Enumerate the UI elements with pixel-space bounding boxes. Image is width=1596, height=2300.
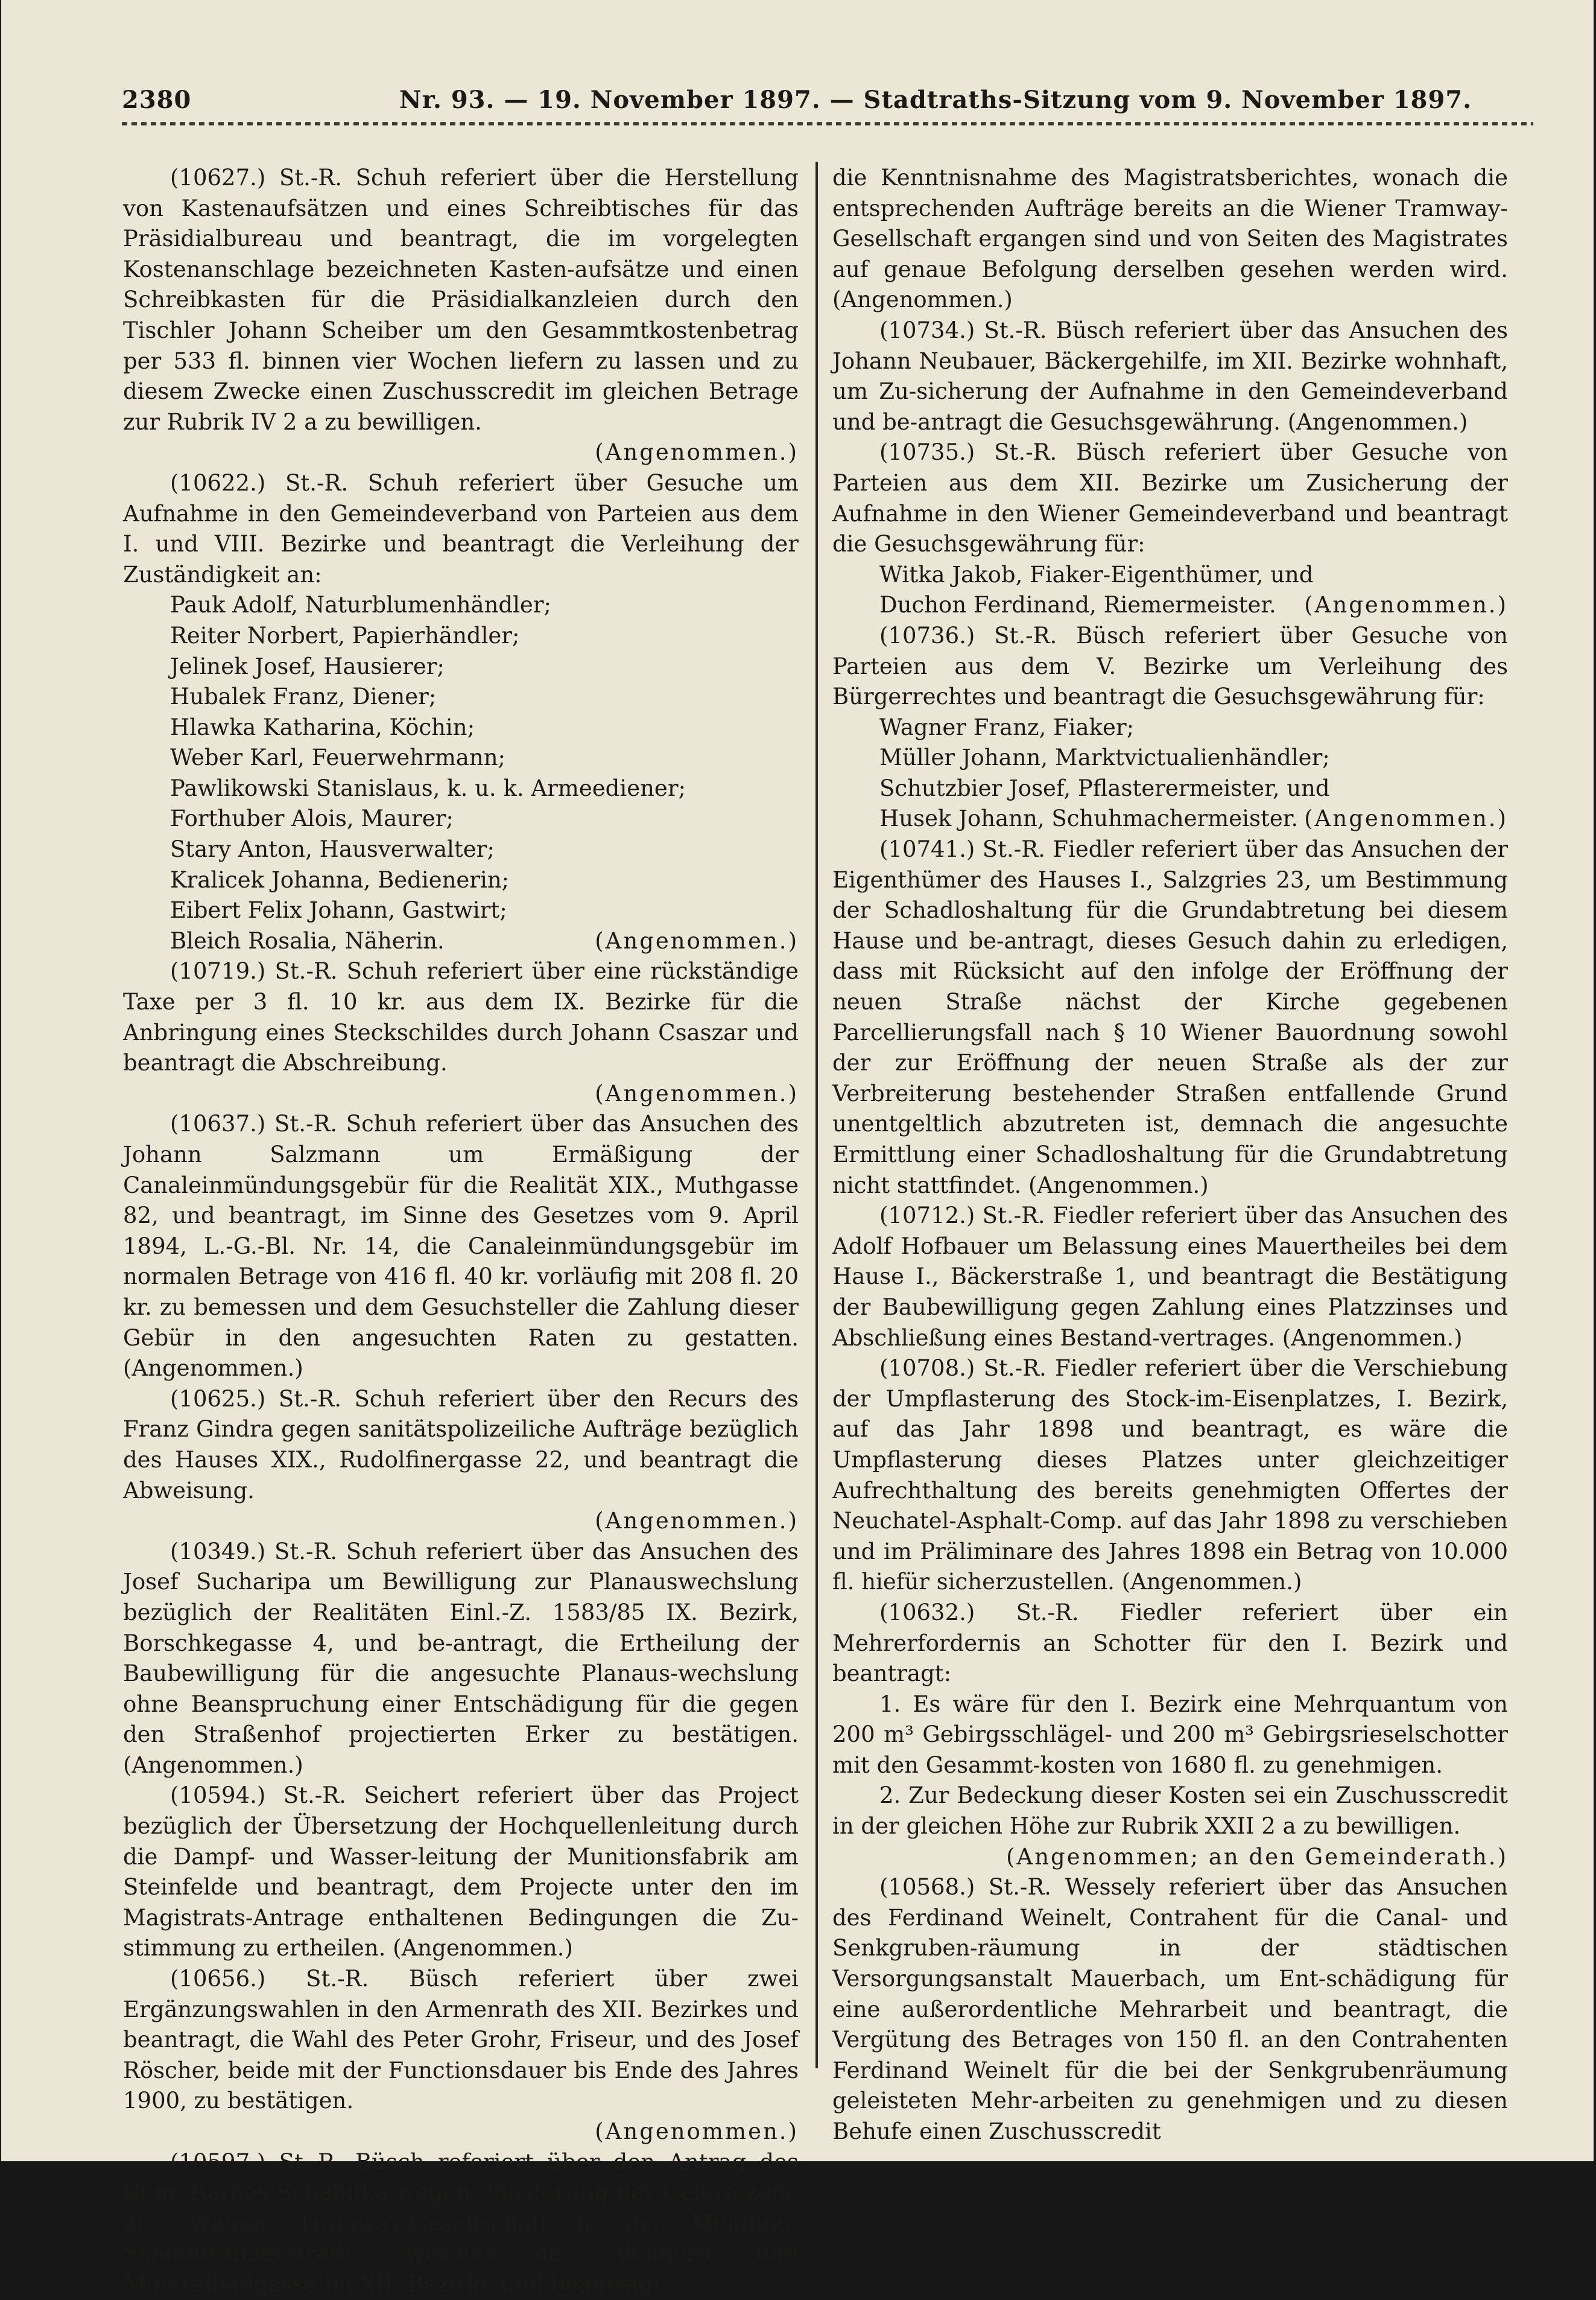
list-item: Wagner Franz, Fiaker;	[879, 714, 1135, 740]
page-number: 2380	[122, 86, 192, 114]
list-item: Weber Karl, Feuerwehrmann;	[170, 745, 505, 771]
agenda-paragraph: (10597.) St.-R. Büsch referiert über den Antrag des Gem.-Rathes Schebifka wegen Pflasterung der Geleisezone der Wiener Tramway-Gesellschaft in der Meidling-Schönbrunnerstraße zwischen der Aichhorn- und Mineralbadgasse im XII. Bezirke und beantragt	[123, 2149, 799, 2297]
agenda-paragraph: (10735.) St.-R. Büsch referiert über Gesuche von Parteien aus dem XII. Bezirke um Zusicherung der Aufnahme in den Wiener Gemeindeverband und beantragt die Gesuchsgewährung für:	[832, 439, 1508, 558]
adopted-note: (Angenommen.)	[1304, 592, 1508, 618]
list-item	[832, 804, 1508, 834]
header-rule	[122, 119, 1533, 128]
agenda-paragraph: (10656.) St.-R. Büsch referiert über zwei Ergänzungswahlen in den Armenrath des XII. Bezirkes und beantragt, die Wahl des Peter Grohr, Friseur, und des Josef Röscher, beide mit der Functionsdauer bis Ende des Jahres 1900, zu bestätigen.	[123, 1966, 799, 2114]
agenda-paragraph: (10622.) St.-R. Schuh referiert über Gesuche um Aufnahme in den Gemeindeverband von Parteien aus dem I. und VIII. Bezirke und beantragt die Verleihung der Zuständigkeit an:	[123, 469, 799, 588]
adopted-note: (Angenommen.)	[595, 927, 799, 954]
right-column	[832, 163, 1508, 2147]
list-item: Schutzbier Josef, Pflasterermeister, und	[879, 775, 1330, 801]
adopted-note: (Angenommen.)	[595, 2118, 799, 2144]
header-title: Nr. 93. — 19. November 1897. — Stadtraths-Sitzung vom 9. November 1897.	[399, 86, 1472, 114]
list-item: Müller Johann, Marktvictualienhändler;	[879, 745, 1330, 771]
column-divider	[815, 162, 818, 2068]
list-item: Witka Jakob, Fiaker-Eigenthümer, und	[879, 561, 1314, 588]
list-item	[123, 926, 799, 957]
agenda-paragraph: (10627.) St.-R. Schuh referiert über die Herstellung von Kastenaufsätzen und eines Schreibtisches für das Präsidialbureau und beantragt, die im vorgelegten Kostenanschlage bezeichneten Kasten-aufsätze und einen Schreibkasten für die Präsidialkanzleien durch den Tischler Johann Scheiber um den Gesammtkostenbetrag per 533 fl. binnen vier Wochen liefern zu lassen und zu diesem Zwecke einen Zuschusscredit im gleichen Betrage zur Rubrik IV 2 a zu bewilligen.	[123, 165, 799, 435]
agenda-paragraph: 2. Zur Bedeckung dieser Kosten sei ein Zuschusscredit in der gleichen Höhe zur Rubrik XXII 2 a zu bewilligen.	[832, 1782, 1508, 1840]
list-item-text: Husek Johann, Schuhmachermeister.	[879, 805, 1299, 832]
left-column	[123, 163, 799, 2300]
agenda-paragraph: die Kenntnisnahme des Magistratsberichtes, wonach die entsprechenden Aufträge bereits an die Wiener Tramway-Gesellschaft ergangen sind und von Seiten des Magistrates auf genaue Befolgung derselben gesehen werden wird. (Angenommen.)	[832, 165, 1508, 313]
agenda-paragraph: (10712.) St.-R. Fiedler referiert über das Ansuchen des Adolf Hofbauer um Belassung eines Mauertheiles bei dem Hause I., Bäckerstraße 1, und beantragt die Bestätigung der Baubewilligung gegen Zahlung eines Platzzinses und Abschließung eines Bestand-vertrages. (Angenommen.)	[832, 1202, 1508, 1351]
agenda-paragraph: (10734.) St.-R. Büsch referiert über das Ansuchen des Johann Neubauer, Bäckergehilfe, im XII. Bezirke wohnhaft, um Zu-sicherung der Aufnahme in den Gemeindeverband und be-antragt die Gesuchsgewährung. (Angenommen.)	[832, 317, 1508, 435]
list-item: Reiter Norbert, Papierhändler;	[170, 622, 520, 649]
agenda-paragraph: (10568.) St.-R. Wessely referiert über das Ansuchen des Ferdinand Weinelt, Contrahent für die Canal- und Senkgruben-räumung in der städtischen Versorgungsanstalt Mauerbach, um Ent-schädigung für eine außerordentliche Mehrarbeit und beantragt, die Vergütung des Betrages von 150 fl. an den Contrahenten Ferdinand Weinelt für die bei der Senkgrubenräumung geleisteten Mehr-arbeiten zu genehmigen und zu diesen Behufe einen Zuschusscredit	[832, 1874, 1508, 2144]
agenda-paragraph: (10637.) St.-R. Schuh referiert über das Ansuchen des Johann Salzmann um Ermäßigung der Canaleinmündungsgebür für die Realität XIX., Muthgasse 82, und beantragt, im Sinne des Gesetzes vom 9. April 1894, L.-G.-Bl. Nr. 14, die Canaleinmündungsgebür im normalen Betrage von 416 fl. 40 kr. vorläufig mit 208 fl. 20 kr. zu bemessen und dem Gesuchsteller die Zahlung dieser Gebür in den angesuchten Raten zu gestatten. (Angenommen.)	[123, 1111, 799, 1382]
newspaper-page	[1, 0, 1594, 2297]
agenda-paragraph: (10594.) St.-R. Seichert referiert über das Project bezüglich der Übersetzung der Hochquellenleitung durch die Dampf- und Wasser-leitung der Munitionsfabrik am Steinfelde und beantragt, dem Projecte unter den im Magistrats-Antrage enthaltenen Bedingungen die Zu-stimmung zu ertheilen. (Angenommen.)	[123, 1782, 799, 1962]
adopted-note: (Angenommen.)	[1304, 805, 1508, 832]
list-item-text: Bleich Rosalia, Näherin.	[170, 927, 445, 954]
list-item: Eibert Felix Johann, Gastwirt;	[170, 897, 507, 924]
adopted-note: (Angenommen; an den Gemeinderath.)	[1006, 1843, 1508, 1870]
page-header	[122, 78, 1533, 115]
agenda-paragraph: (10625.) St.-R. Schuh referiert über den Recurs des Franz Gindra gegen sanitätspolizeiliche Aufträge bezüglich des Hauses XIX., Rudolfinergasse 22, und beantragt die Abweisung.	[123, 1385, 799, 1504]
adopted-note: (Angenommen.)	[595, 1508, 799, 1534]
agenda-paragraph: (10719.) St.-R. Schuh referiert über eine rückständige Taxe per 3 fl. 10 kr. aus dem IX. Bezirke für die Anbringung eines Steckschildes durch Johann Csaszar und beantragt die Abschreibung.	[123, 958, 799, 1076]
list-item-text: Duchon Ferdinand, Riemermeister.	[879, 592, 1276, 618]
list-item: Pauk Adolf, Naturblumenhändler;	[170, 592, 551, 618]
list-item: Stary Anton, Hausverwalter;	[170, 836, 495, 863]
adopted-note: (Angenommen.)	[595, 1080, 799, 1107]
list-item: Hubalek Franz, Diener;	[170, 684, 437, 710]
agenda-paragraph: (10741.) St.-R. Fiedler referiert über das Ansuchen der Eigenthümer des Hauses I., Salzgries 23, um Bestimmung der Schadloshaltung für die Grundabtretung bei diesem Hause und be-antragt, dieses Gesuch dahin zu erledigen, dass mit Rücksicht auf den infolge der Eröffnung der neuen Straße nächst der Kirche gegebenen Parcellierungsfall nach § 10 Wiener Bauordnung sowohl der zur Eröffnung der neuen Straße als der zur Verbreiterung bestehender Straßen entfallende Grund unentgeltlich abzutreten ist, demnach die angesuchte Ermittlung einer Schadloshaltung für die Grundabtretung nicht stattfindet. (Angenommen.)	[832, 836, 1508, 1198]
list-item: Jelinek Josef, Hausierer;	[170, 653, 445, 679]
list-item: Kralicek Johanna, Bedienerin;	[170, 866, 510, 893]
agenda-paragraph: (10708.) St.-R. Fiedler referiert über die Verschiebung der Umpflasterung des Stock-im-Eisenplatzes, I. Bezirk, auf das Jahr 1898 und beantragt, es wäre die Umpflasterung dieses Platzes unter gleichzeitiger Aufrechthaltung des bereits genehmigten Offertes der Neuchatel-Asphalt-Comp. auf das Jahr 1898 zu verschieben und im Präliminare des Jahres 1898 ein Betrag von 10.000 fl. hiefür sicherzustellen. (Angenommen.)	[832, 1355, 1508, 1595]
list-item: Hlawka Katharina, Köchin;	[170, 714, 475, 740]
list-item: Forthuber Alois, Maurer;	[170, 805, 454, 832]
agenda-paragraph: (10632.) St.-R. Fiedler referiert über ein Mehrerfordernis an Schotter für den I. Bezirk und beantragt:	[832, 1599, 1508, 1687]
agenda-paragraph: (10736.) St.-R. Büsch referiert über Gesuche von Parteien aus dem V. Bezirke um Verleihung des Bürgerrechtes und beantragt die Gesuchsgewährung für:	[832, 622, 1508, 710]
list-item	[832, 590, 1508, 621]
list-item: Pawlikowski Stanislaus, k. u. k. Armeediener;	[170, 775, 686, 801]
agenda-paragraph: (10349.) St.-R. Schuh referiert über das Ansuchen des Josef Sucharipa um Bewilligung zur Planauswechslung bezüglich der Realitäten Einl.-Z. 1583/85 IX. Bezirk, Borschkegasse 4, und be-antragt, die Ertheilung der Baubewilligung für die angesuchte Planaus-wechslung ohne Beanspruchung einer Entschädigung für die gegen den Straßenhof projectierten Erker zu bestätigen. (Angenommen.)	[123, 1538, 799, 1778]
agenda-paragraph: 1. Es wäre für den I. Bezirk eine Mehrquantum von 200 m³ Gebirgsschlägel- und 200 m³ Gebirgsrieselschotter mit den Gesammt-kosten von 1680 fl. zu genehmigen.	[832, 1691, 1508, 1778]
adopted-note: (Angenommen.)	[595, 439, 799, 466]
